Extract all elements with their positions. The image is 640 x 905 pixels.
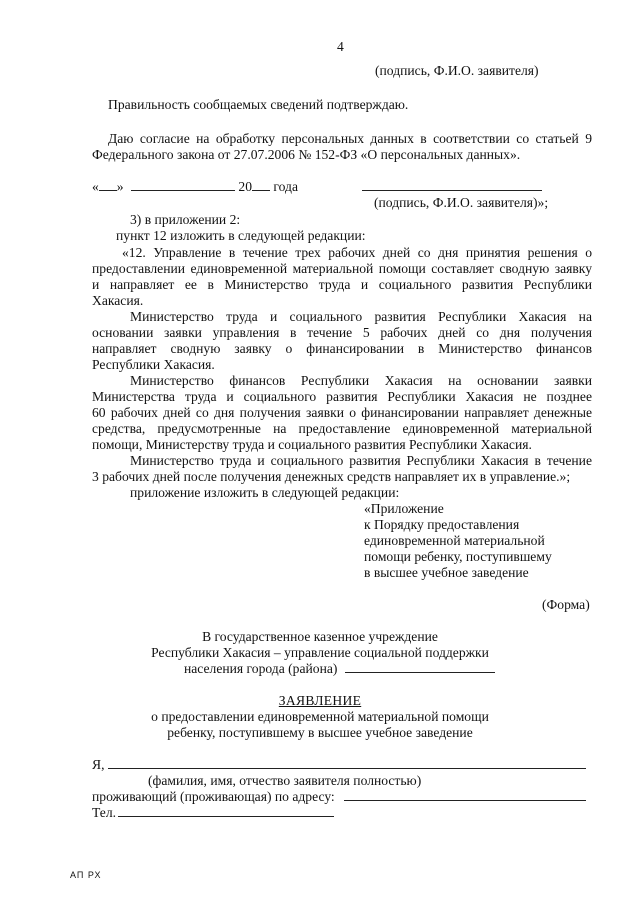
- para3-line-1: Министерство финансов Республики Хакасия на основании заявки: [130, 373, 592, 388]
- phone-input-line[interactable]: [118, 816, 334, 817]
- addressee-line-3-text: населения города (района): [184, 661, 338, 676]
- fio-input-line[interactable]: [108, 768, 586, 769]
- appendix-header-line-4: помощи ребенку, поступившему: [364, 549, 552, 564]
- consent-line-2: Федерального закона от 27.07.2006 № 152-ФЗ «О персональных данных».: [92, 147, 521, 162]
- city-district-blank[interactable]: [345, 660, 495, 673]
- appendix-header-line-2: к Порядку предоставления: [364, 517, 520, 532]
- appendix-header-line-3: единовременной материальной: [364, 533, 545, 548]
- address-input-line[interactable]: [344, 800, 586, 801]
- signature-line-2[interactable]: [362, 190, 542, 191]
- para2-line-3: направляет сводную заявку о финансировании в Министерство финансов: [92, 341, 592, 356]
- appendix-header-line-1: «Приложение: [364, 501, 444, 516]
- para3-line-5: помощи, Министерству труда и социального развития Республики Хакасия.: [92, 437, 532, 452]
- fio-caption: (фамилия, имя, отчество заявителя полностью): [148, 773, 422, 788]
- para2-line-1: Министерство труда и социального развития Республики Хакасия на: [130, 309, 592, 324]
- form-label: (Форма): [542, 597, 590, 612]
- consent-line-1: Даю согласие на обработку персональных данных в соответствии со статьей 9: [108, 131, 592, 146]
- subtitle-line-2: ребенку, поступившему в высшее учебное заведение: [167, 725, 473, 740]
- para1-line-2: предоставлении единовременной материальной помощи составляет сводную заявку: [92, 261, 592, 276]
- day-blank[interactable]: [99, 178, 117, 191]
- para2-line-2: основании заявки управления в течение 5 рабочих дней со дня получения: [92, 325, 592, 340]
- phone-label: Тел.: [92, 805, 117, 820]
- year-prefix: 20: [238, 179, 252, 194]
- confirm-text: Правильность сообщаемых сведений подтверждаю.: [108, 97, 409, 112]
- para2-line-4: Республики Хакасия.: [92, 357, 215, 372]
- year-suffix: года: [273, 179, 298, 194]
- addressee-line-2: Республики Хакасия – управление социальной поддержки: [151, 645, 489, 660]
- para4-line-2: 3 рабочих дней после получения денежных средств направляет их в управление.»;: [92, 469, 571, 484]
- appendix-header-line-5: в высшее учебное заведение: [364, 565, 529, 580]
- addressee-line-3: [184, 660, 495, 677]
- addressee-line-1: В государственное казенное учреждение: [202, 629, 438, 644]
- signature-caption-2: (подпись, Ф.И.О. заявителя)»;: [374, 195, 549, 210]
- year-blank[interactable]: [252, 178, 270, 191]
- item-3: 3) в приложении 2:: [130, 212, 241, 227]
- date-close-quote: »: [116, 179, 124, 194]
- appendix-intro: приложение изложить в следующей редакции:: [130, 485, 400, 500]
- item-12-intro: пункт 12 изложить в следующей редакции:: [116, 228, 366, 243]
- date-line: [92, 178, 298, 195]
- para1-line-3: и направляет ее в Министерство труда и социального развития Республики: [92, 277, 592, 292]
- document-title: [0, 692, 640, 709]
- page-number: 4: [337, 39, 344, 54]
- subtitle-line-1: о предоставлении единовременной материальной помощи: [151, 709, 489, 724]
- field-i-label: Я,: [92, 757, 105, 772]
- date-open-quote: «: [92, 179, 99, 194]
- title-text: ЗАЯВЛЕНИЕ: [278, 693, 362, 708]
- para4-line-1: Министерство труда и социального развития Республики Хакасия в течение: [130, 453, 592, 468]
- month-blank[interactable]: [131, 178, 235, 191]
- para3-line-3: 60 рабочих дней со дня получения заявки о финансировании направляет денежные: [92, 405, 592, 420]
- footer-code: АП РХ: [70, 870, 102, 880]
- para1-line-1: «12. Управление в течение трех рабочих дней со дня принятия решения о: [122, 245, 592, 260]
- para3-line-4: средства, предусмотренные на предоставление единовременной материальной: [92, 421, 592, 436]
- address-label: проживающий (проживающая) по адресу:: [92, 789, 335, 804]
- para3-line-2: Министерства труда и социального развития Республики Хакасия не позднее: [92, 389, 592, 404]
- para1-line-4: Хакасия.: [92, 293, 144, 308]
- signature-caption-top: (подпись, Ф.И.О. заявителя): [375, 63, 539, 78]
